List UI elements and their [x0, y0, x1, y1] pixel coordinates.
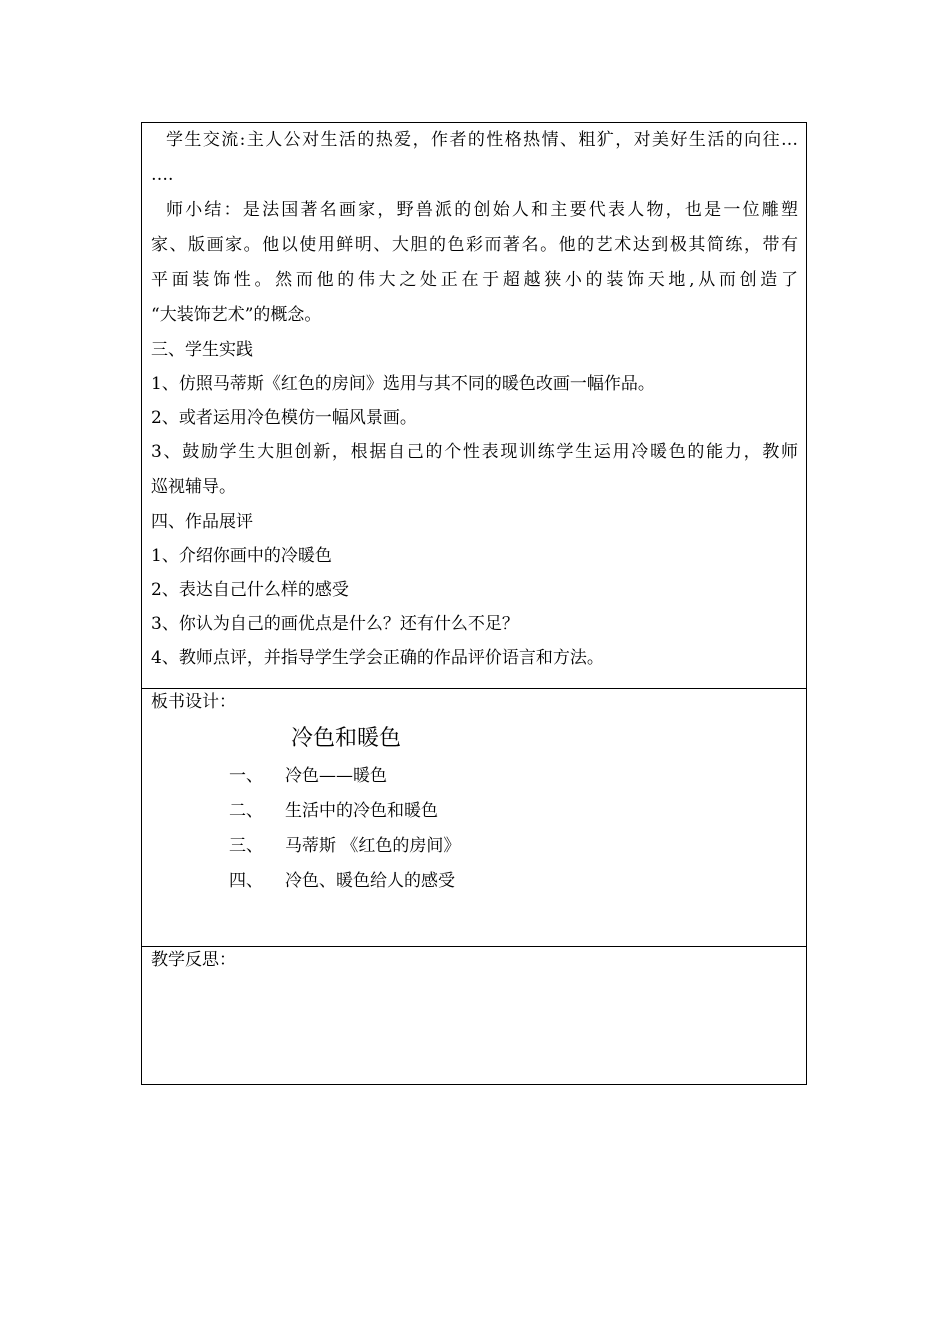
board-title: 冷色和暖色 — [291, 726, 402, 751]
reflection-label: 教学反思： — [151, 950, 236, 970]
board-item-number: 四、 — [229, 871, 263, 891]
board-item-text: 马蒂斯 《红色的房间》 — [285, 836, 461, 856]
board-design-cell — [142, 689, 807, 947]
practice-item: 1、仿照马蒂斯《红色的房间》选用与其不同的暖色改画一幅作品。 — [151, 374, 655, 394]
review-item: 3、你认为自己的画优点是什么？还有什么不足？ — [151, 614, 519, 634]
section-heading-review: 四、作品展评 — [151, 512, 253, 532]
teacher-summary-line: 师小结：是法国著名画家，野兽派的创始人和主要代表人物，也是一位雕塑 — [166, 200, 798, 220]
board-item-number: 三、 — [229, 836, 263, 856]
board-item — [151, 829, 798, 864]
teacher-summary-line: 家、版画家。他以使用鲜明、大胆的色彩而著名。他的艺术达到极其简练，带有 — [151, 235, 798, 255]
teacher-summary-line: “大装饰艺术”的概念。 — [151, 305, 322, 325]
board-item-text: 冷色、暖色给人的感受 — [285, 871, 455, 891]
practice-item-continuation: 巡视辅导。 — [151, 477, 236, 497]
board-item — [151, 864, 798, 899]
lesson-plan-table — [141, 122, 807, 1085]
review-item: 4、教师点评，并指导学生学会正确的作品评价语言和方法。 — [151, 648, 604, 668]
reflection-cell — [142, 947, 807, 1085]
board-item — [151, 759, 798, 794]
section-heading-practice: 三、学生实践 — [151, 340, 253, 360]
student-exchange-continuation: …. — [151, 165, 174, 185]
board-item-number: 二、 — [229, 801, 263, 821]
teaching-process-cell — [142, 123, 807, 689]
board-design-label: 板书设计： — [151, 692, 236, 712]
board-item-text: 冷色——暖色 — [285, 766, 387, 786]
teacher-summary-line: 平面装饰性。然而他的伟大之处正在于超越狭小的装饰天地,从而创造了 — [151, 270, 798, 290]
board-item — [151, 794, 798, 829]
practice-item: 3、鼓励学生大胆创新，根据自己的个性表现训练学生运用冷暖色的能力，教师 — [151, 442, 798, 462]
board-item-text: 生活中的冷色和暖色 — [285, 801, 438, 821]
board-item-number: 一、 — [229, 766, 263, 786]
review-item: 2、表达自己什么样的感受 — [151, 580, 349, 600]
review-item: 1、介绍你画中的冷暖色 — [151, 546, 332, 566]
practice-item: 2、或者运用冷色模仿一幅风景画。 — [151, 408, 417, 428]
student-exchange-line: 学生交流:主人公对生活的热爱，作者的性格热情、粗犷，对美好生活的向往… — [166, 130, 798, 150]
